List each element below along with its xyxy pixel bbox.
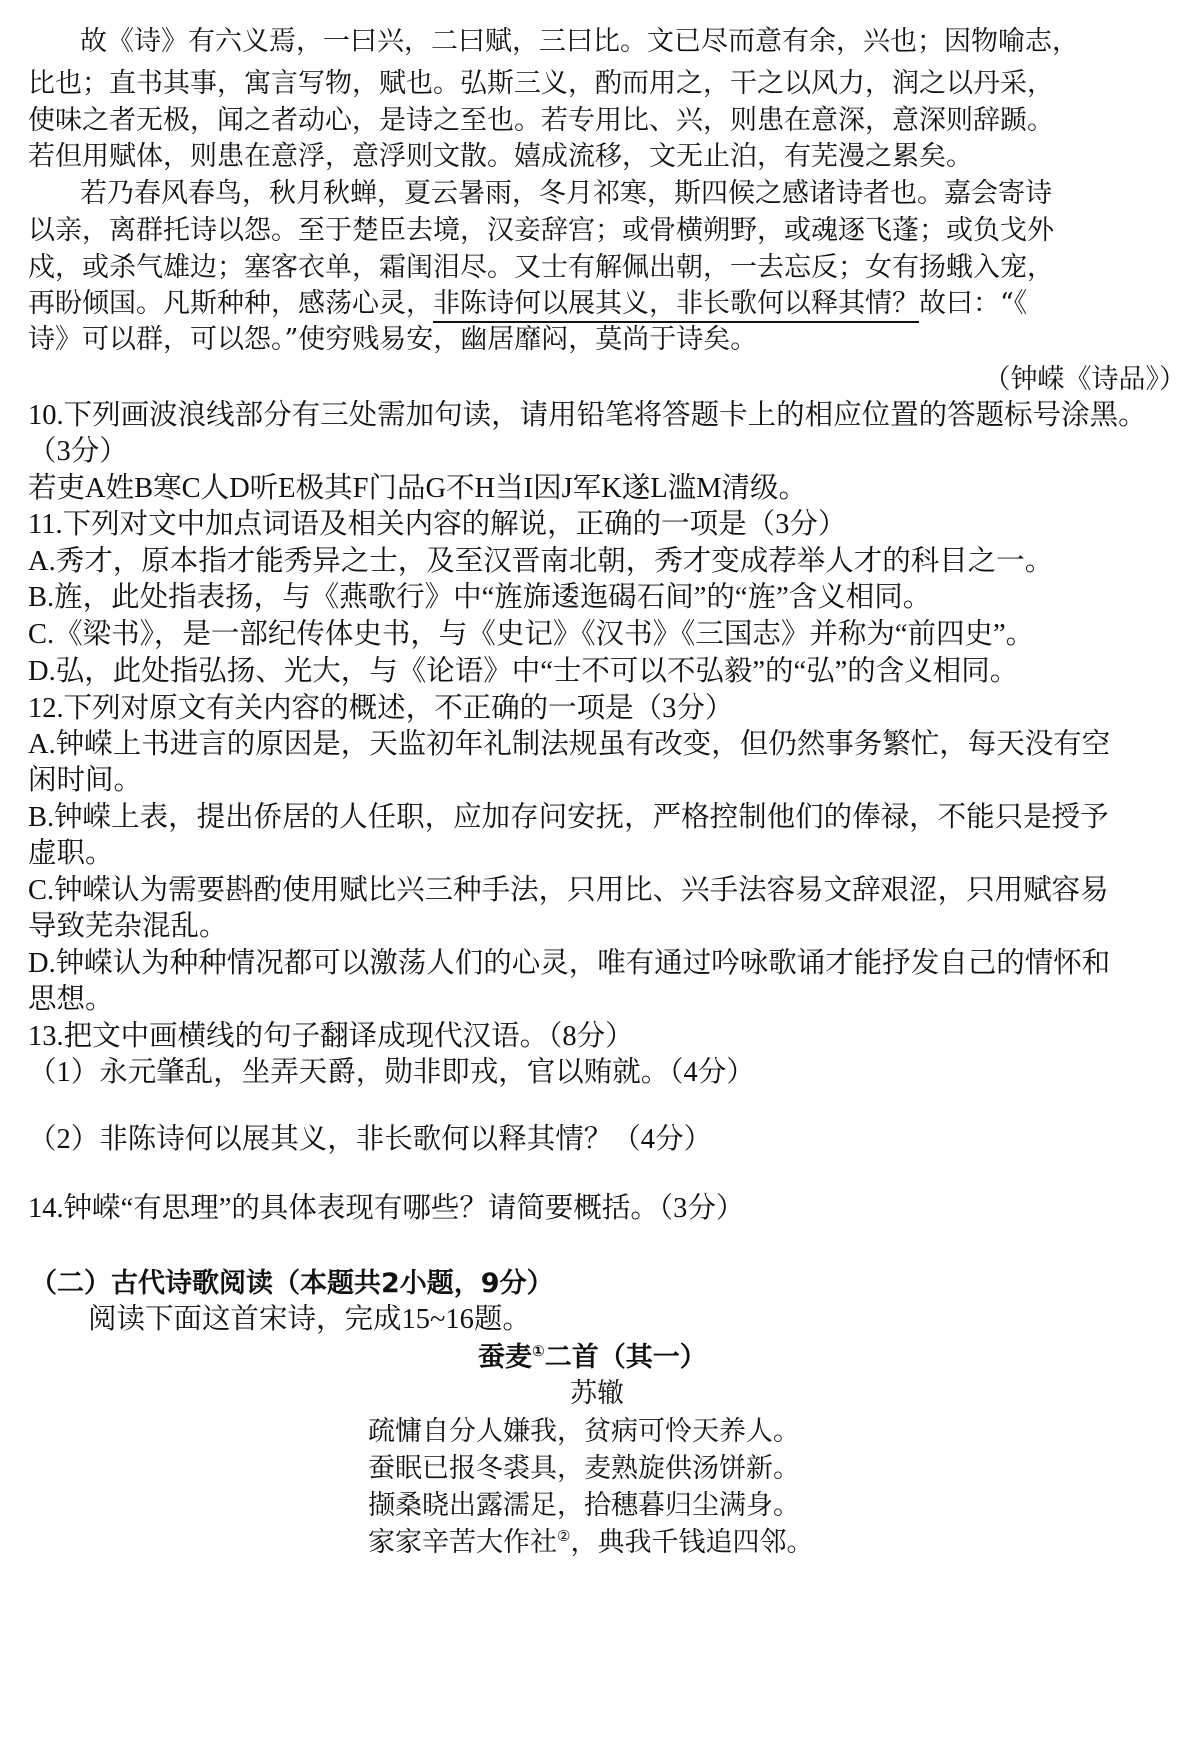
question-10-text: 若吏A姓B寒C人D听E极其F门品G不H当I因J军K遂L滥M清级。 bbox=[28, 473, 808, 504]
question-12-option-c: C.钟嵘认为需要斟酌使用赋比兴三种手法，只用比、兴手法容易文辞艰涩，只用赋容易 bbox=[28, 875, 1109, 906]
question-12-option-a-cont: 闲时间。 bbox=[28, 765, 143, 796]
passage-source: （钟嵘《诗品》） bbox=[983, 364, 1186, 395]
passage-line bbox=[28, 284, 1027, 324]
question-13-item-2: （2）非陈诗何以展其义，非长歌何以释其情？（4分） bbox=[28, 1124, 713, 1155]
poem-title-text: 蚕麦 bbox=[478, 1342, 532, 1373]
poem-text: 家家辛苦大作社 bbox=[368, 1527, 557, 1558]
question-11-option-d: D.弘，此处指弘扬、光大，与《论语》中“士不可以不弘毅”的“弘”的含义相同。 bbox=[28, 656, 1019, 687]
question-11-option-a: A.秀才，原本指才能秀异之士，及至汉晋南北朝，秀才变成荐举人才的科目之一。 bbox=[28, 546, 1054, 577]
question-12-option-c-cont: 导致芜杂混乱。 bbox=[28, 911, 228, 942]
question-11-option-b: B.旌，此处指表扬，与《燕歌行》中“旌旆逶迤碣石间”的“旌”含义相同。 bbox=[28, 582, 932, 613]
passage-line: 比也；直书其事，寓言写物，赋也。弘斯三义，酌而用之，干之以风力，润之以丹采， bbox=[28, 68, 1054, 99]
poem-author: 苏辙 bbox=[570, 1378, 624, 1409]
passage-line: 使味之者无极，闻之者动心，是诗之至也。若专用比、兴，则患在意深，意深则辞踬。 bbox=[28, 105, 1054, 136]
passage-line: 若乃春风春鸟，秋月秋蝉，夏云暑雨，冬月祁寒，斯四候之感诸诗者也。嘉会寄诗 bbox=[80, 178, 1052, 209]
passage-line: 故《诗》有六义焉，一曰兴，二曰赋，三曰比。文已尽而意有余，兴也；因物喻志， bbox=[80, 26, 1079, 57]
question-10-stem: 10.下列画波浪线部分有三处需加句读，请用铅笔将答题卡上的相应位置的答题标号涂黑。 bbox=[28, 400, 1147, 431]
passage-line: 若但用赋体，则患在意浮，意浮则文散。嬉成流移，文无止泊，有芜漫之累矣。 bbox=[28, 141, 973, 172]
passage-line: 以亲，离群托诗以怨。至于楚臣去境，汉妾辞宫；或骨横朔野，或魂逐飞蓬；或负戈外 bbox=[28, 215, 1054, 246]
footnote-marker: ① bbox=[532, 1342, 545, 1360]
question-13-item-1: （1）永元肇乱，坐弄天爵，勋非即戎，官以贿就。（4分） bbox=[28, 1057, 755, 1088]
question-12-option-a: A.钟嵘上书进言的原因是，天监初年礼制法规虽有改变，但仍然事务繁忙，每天没有空 bbox=[28, 729, 1111, 760]
passage-text: 故曰：“《 bbox=[919, 288, 1028, 319]
question-12-option-d: D.钟嵘认为种种情况都可以激荡人们的心灵，唯有通过吟咏歌诵才能抒发自己的情怀和 bbox=[28, 948, 1111, 979]
question-11-option-c: C.《梁书》，是一部纪传体史书，与《史记》《汉书》《三国志》并称为“前四史”。 bbox=[28, 619, 1035, 650]
poem-title-text: 二首（其一） bbox=[544, 1342, 707, 1373]
section-intro: 阅读下面这首宋诗，完成15~16题。 bbox=[88, 1304, 531, 1335]
passage-line: 戍，或杀气雄边；塞客衣单，霜闺泪尽。又士有解佩出朝，一去忘反；女有扬蛾入宠， bbox=[28, 252, 1054, 283]
question-14-stem: 14.钟嵘“有思理”的具体表现有哪些？请简要概括。（3分） bbox=[28, 1193, 745, 1224]
passage-line: 诗》可以群，可以怨。”使穷贱易安，幽居靡闷，莫尚于诗矣。 bbox=[28, 324, 758, 355]
question-10-score: （3分） bbox=[28, 436, 128, 467]
question-12-option-d-cont: 思想。 bbox=[28, 984, 114, 1015]
question-12-stem: 12.下列对原文有关内容的概述，不正确的一项是（3分） bbox=[28, 693, 734, 724]
poem-line: 疏慵自分人嫌我，贫病可怜天养人。 bbox=[368, 1416, 800, 1447]
poem-line: 撷桑晓出露濡足，拾穗暮归尘满身。 bbox=[368, 1490, 800, 1521]
poem-text: ，典我千钱追四邻。 bbox=[570, 1527, 814, 1558]
question-13-stem: 13.把文中画横线的句子翻译成现代汉语。（8分） bbox=[28, 1021, 634, 1052]
poem-title bbox=[478, 1338, 707, 1378]
question-12-option-b-cont: 虚职。 bbox=[28, 838, 114, 869]
question-12-option-b: B.钟嵘上表，提出侨居的人任职，应加存问安抚，严格控制他们的俸禄，不能只是授予 bbox=[28, 802, 1109, 833]
passage-text: 再盼倾国。凡斯种种，感荡心灵， bbox=[28, 288, 433, 319]
underlined-sentence: 非陈诗何以展其义，非长歌何以释其情？ bbox=[433, 288, 919, 323]
question-11-stem: 11.下列对文中加点词语及相关内容的解说，正确的一项是（3分） bbox=[28, 509, 847, 540]
poem-line: 蚕眠已报冬裘具，麦熟旋供汤饼新。 bbox=[368, 1453, 800, 1484]
footnote-marker: ② bbox=[557, 1527, 571, 1545]
poem-line bbox=[368, 1523, 813, 1563]
section-heading: （二）古代诗歌阅读（本题共2小题，9分） bbox=[30, 1268, 554, 1299]
